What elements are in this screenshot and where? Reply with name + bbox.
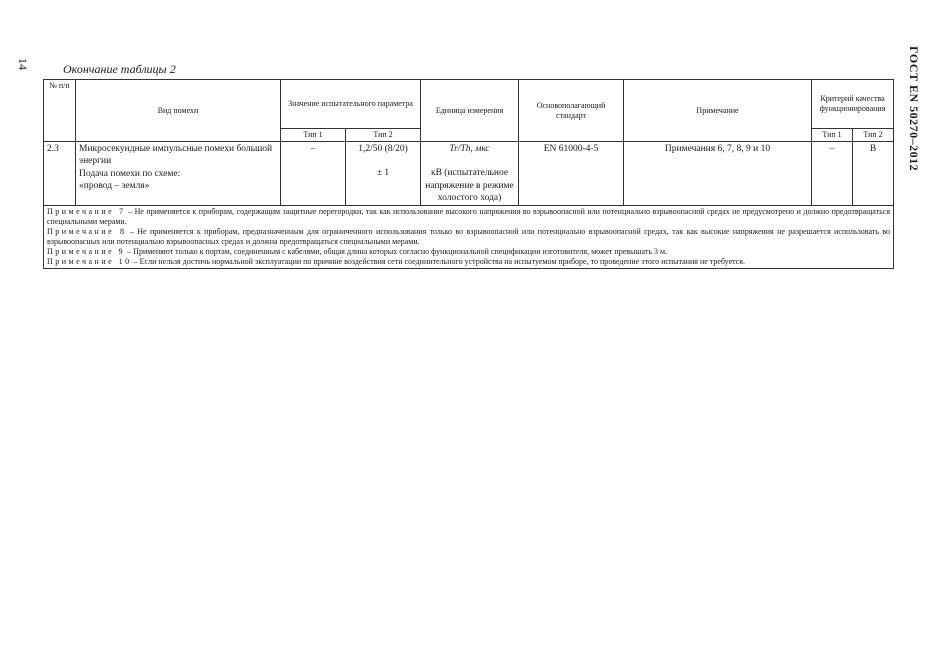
- header-row: [44, 80, 894, 129]
- footnote-10: Примечание 10 – Если нельзя достичь нормальной эксплуатации по причине воздействия сети соединительного устройства на испытуемом приборе, то проведение этого испытания не требуется.: [47, 257, 745, 267]
- header-crit-type2: Тип 2: [853, 129, 894, 142]
- row-unit: [421, 142, 519, 206]
- footnotes-row: [44, 206, 894, 269]
- row-notes: Примечания 6, 7, 8, 9 и 10: [624, 142, 812, 206]
- row-unit-line2: кВ (испытательное напряжение в режиме холостого хода): [425, 168, 514, 204]
- header-unit: Единица измерения: [421, 80, 519, 142]
- header-num: № п/п: [44, 80, 76, 142]
- header-standard: Основополагающий стандарт: [519, 80, 624, 142]
- header-type1: Тип 1: [281, 129, 346, 142]
- table-title: Окончание таблицы 2: [63, 62, 176, 76]
- row-type2-line1: 1,2/50 (8/20): [358, 144, 408, 154]
- footnote-7: Примечание 7 – Не применяется к приборам, содержащим защитные перегородки, так как использование высокого напряжения во взрывоопасной или потенциально взрывоопасной средах не предусмотрено и должно предотвращаться специальными мерами.: [47, 207, 891, 227]
- row-type2-line2: ± 1: [376, 168, 390, 179]
- row-type2-value: [346, 142, 421, 206]
- standards-table: [43, 79, 894, 269]
- header-type2: Тип 2: [346, 129, 421, 142]
- header-criteria: Критерий качества функционирования: [812, 80, 894, 129]
- header-crit-type1: Тип 1: [812, 129, 853, 142]
- row-type-line2: Подача помехи по схеме:: [79, 168, 181, 179]
- row-type1-value: –: [281, 142, 346, 206]
- row-type: [76, 142, 281, 206]
- header-type: Вид помехи: [76, 80, 281, 142]
- row-standard: EN 61000-4-5: [519, 142, 624, 206]
- row-type-line3: «провод – земля»: [79, 181, 150, 192]
- row-crit2: В: [853, 142, 894, 206]
- row-num: 2.3: [44, 142, 76, 206]
- header-test-value: Значение испытательного параметра: [281, 80, 421, 129]
- page-number: 14: [16, 58, 30, 70]
- header-notes: Примечание: [624, 80, 812, 142]
- footnote-8: Примечание 8 – Не применяется к приборам, предназначенным для ограниченного использования только во взрывоопасной или потенциально взрывоопасной средах, так как высокие напряжения не разрешается использовать во взрывоопасных или потенциально взрывоопасных средах и должна предотвращаться специальными мерами.: [47, 227, 891, 247]
- footnote-9: Примечание 9 – Применяют только к портам, соединенным с кабелями, общая длина которых согласно функциональной спецификации изготовителя, может превышать 3 м.: [47, 247, 668, 257]
- row-type-line1: Микросекундные импульсные помехи большой энергии: [79, 144, 273, 167]
- row-unit-line1: Tr/Th, мкс: [449, 144, 490, 154]
- footnotes: [44, 206, 894, 269]
- document-code: ГОСТ EN 50270–2012: [907, 46, 921, 172]
- row-crit1: –: [812, 142, 853, 206]
- table-row: [44, 142, 894, 206]
